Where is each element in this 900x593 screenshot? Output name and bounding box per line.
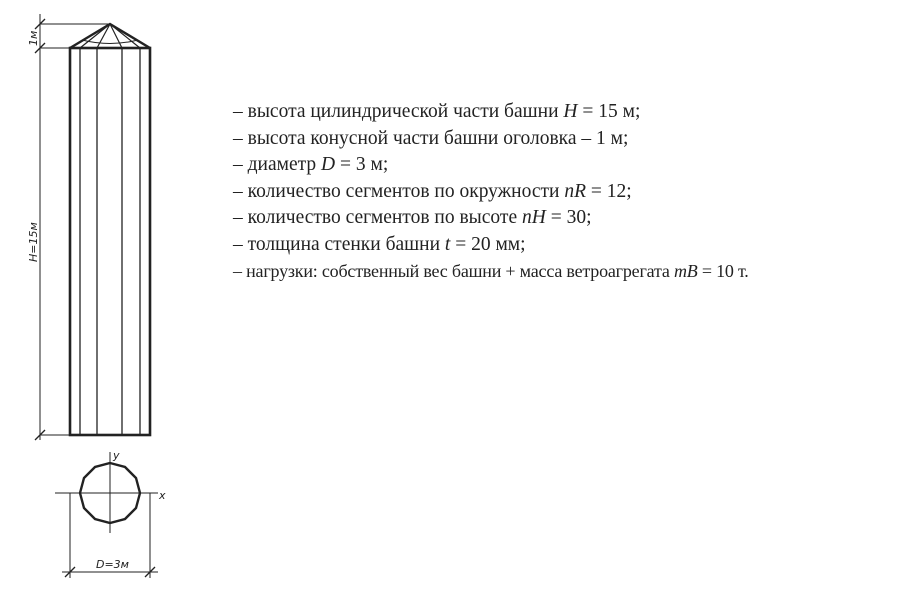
diameter-label: D=3м bbox=[96, 558, 129, 571]
param-cone-height: – высота конусной части башни оголовка – 1 м; bbox=[233, 127, 629, 149]
param-height-segments: – количество сегментов по высоте nH = 30; bbox=[233, 207, 592, 228]
parameter-list bbox=[233, 99, 749, 285]
tower-cylinder bbox=[70, 48, 150, 435]
height-dimension bbox=[35, 14, 110, 440]
axis-y-label: y bbox=[113, 449, 120, 462]
param-diameter: – диаметр D = 3 м; bbox=[233, 154, 389, 175]
tower-cone bbox=[70, 24, 150, 48]
param-circumference-segments: – количество сегментов по окружности nR = 12; bbox=[233, 180, 632, 202]
param-cylinder-height: – высота цилиндрической части башни H = 15 м; bbox=[233, 101, 641, 122]
cone-height-label: 1м bbox=[27, 30, 40, 46]
axis-x-label: x bbox=[159, 489, 166, 502]
param-wall-thickness: – толщина стенки башни t = 20 мм; bbox=[233, 233, 526, 255]
param-loads: – нагрузки: собственный вес башни + масса ветроагрегата mB = 10 т. bbox=[233, 261, 749, 281]
tower-height-label: H=15м bbox=[27, 222, 40, 262]
